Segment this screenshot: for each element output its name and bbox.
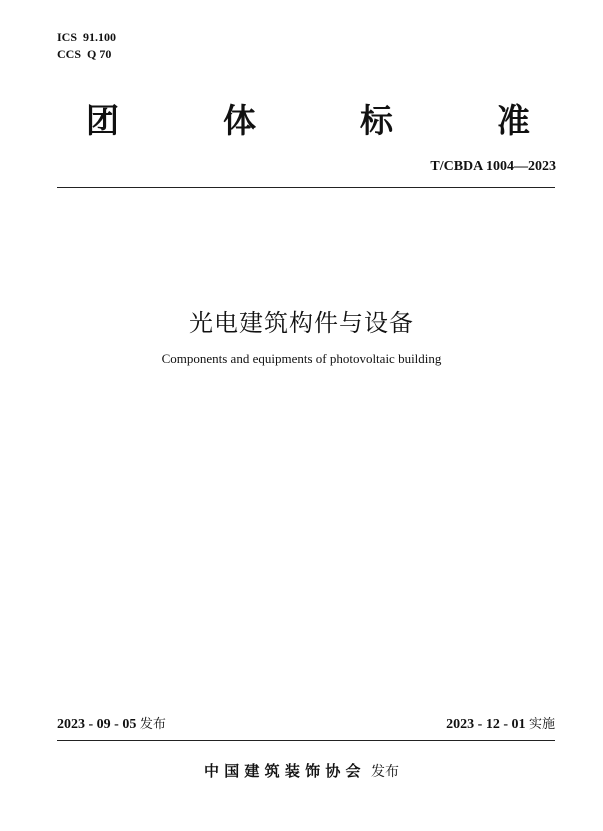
issue-label: 发布 bbox=[139, 717, 166, 732]
implementation-date: 2023 - 12 - 01 bbox=[446, 717, 526, 732]
issue-date: 2023 - 09 - 05 bbox=[57, 717, 137, 732]
publisher-label: 发布 bbox=[371, 764, 399, 780]
classification-codes bbox=[57, 29, 116, 63]
document-title-english: Components and equipments of photovoltaic building bbox=[161, 351, 442, 366]
standard-type-char: 团 bbox=[86, 100, 119, 140]
standard-type-heading bbox=[86, 95, 530, 141]
publisher-line bbox=[0, 760, 603, 781]
implementation-label: 实施 bbox=[528, 717, 555, 732]
standard-number: T/CBDA 1004—2023 bbox=[430, 159, 556, 174]
standard-type-char: 体 bbox=[223, 100, 256, 140]
bottom-divider bbox=[57, 740, 555, 741]
top-divider bbox=[57, 187, 555, 188]
issue-date-line bbox=[57, 713, 166, 733]
document-title-chinese: 光电建筑构件与设备 bbox=[189, 309, 414, 337]
implementation-date-line bbox=[446, 713, 555, 733]
ccs-code: CCS Q 70 bbox=[57, 47, 112, 61]
publisher-name: 中 国 建 筑 装 饰 协 会 bbox=[203, 762, 361, 780]
standard-type-char: 准 bbox=[497, 100, 530, 140]
ics-code: ICS 91.100 bbox=[57, 30, 117, 44]
standard-type-char: 标 bbox=[360, 100, 393, 140]
